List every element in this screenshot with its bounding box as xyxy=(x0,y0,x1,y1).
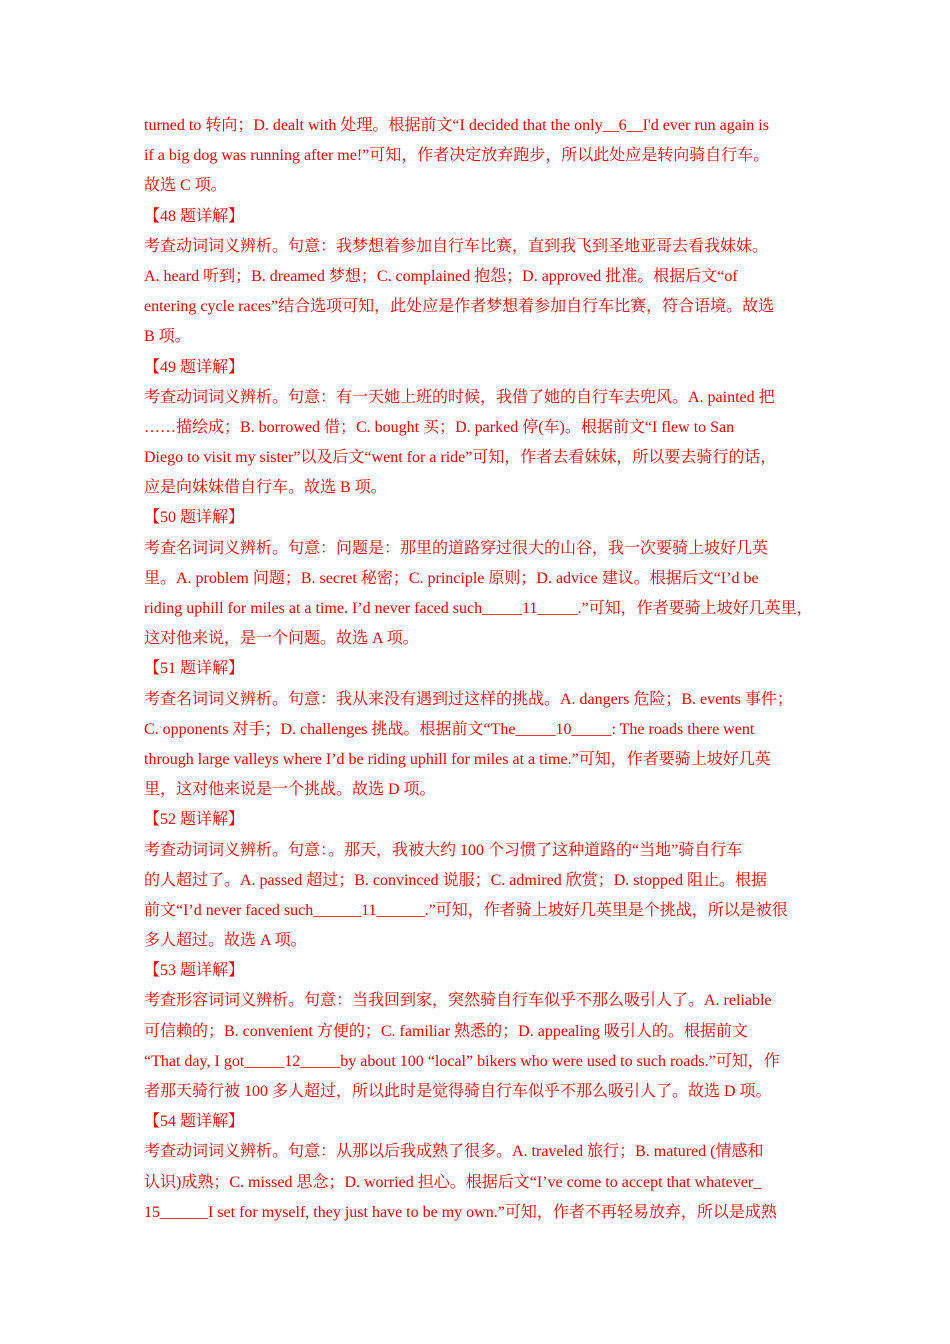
text-line: riding uphill for miles at a time. I’d never faced such_____11_____.”可知，作者要骑上坡好几英里， xyxy=(144,600,813,617)
text-line: 考查动词词义辨析。句意：从那以后我成熟了很多。A. traveled 旅行；B. matured (情感和 xyxy=(144,1143,764,1161)
text-line: 可信赖的；B. convenient 方便的；C. familiar 熟悉的；D. appealing 吸引人的。根据前文 xyxy=(144,1022,748,1040)
text-line: 考查动词词义辨析。句意：。那天，我被大约 100 个习惯了这种道路的“当地”骑自行车 xyxy=(144,841,743,859)
text-line: turned to 转向；D. dealt with 处理。根据前文“I decided that the only__6__I'd ever run again is xyxy=(144,117,769,134)
text-line: if a big dog was running after me!”可知，作者决定放弃跑步，所以此处应是转向骑自行车。 xyxy=(144,147,770,165)
question-54-heading: 【54 题详解】 xyxy=(144,1113,245,1131)
question-53-heading: 【53 题详解】 xyxy=(144,962,245,980)
question-48-heading: 【48 题详解】 xyxy=(144,207,245,225)
text-line: 认识)成熟；C. missed 思念；D. worried 担心。根据后文“I’ve come to accept that whatever_ xyxy=(144,1173,762,1191)
text-line: 故选 C 项。 xyxy=(144,177,227,195)
question-49-heading: 【49 题详解】 xyxy=(144,358,245,376)
text-line: C. opponents 对手；D. challenges 挑战。根据前文“The_____10_____: The roads there went xyxy=(144,720,755,738)
text-line: ……描绘成；B. borrowed 借；C. bought 买；D. parked 停(车)。根据前文“I flew to San xyxy=(144,418,735,436)
text-line: 多人超过。故选 A 项。 xyxy=(144,932,307,950)
text-line: through large valleys where I’d be riding uphill for miles at a time.”可知，作者要骑上坡好几英 xyxy=(144,750,771,768)
text-line: 前文“I’d never faced such______11______.”可知，作者骑上坡好几英里是个挑战，所以是被很 xyxy=(144,901,788,919)
text-line: Diego to visit my sister”以及后文“went for a ride”可知，作者去看妹妹，所以要去骑行的话， xyxy=(144,449,777,467)
text-line: 考查形容词词义辨析。句意：当我回到家，突然骑自行车似乎不那么吸引人了。A. reliable xyxy=(144,992,772,1010)
answer-explanations xyxy=(144,111,814,1228)
text-line: 考查名词词义辨析。句意：我从来没有遇到过这样的挑战。A. dangers 危险；B. events 事件； xyxy=(144,690,793,708)
text-line: 里。A. problem 问题；B. secret 秘密；C. principle 原则；D. advice 建议。根据后文“I’d be xyxy=(144,569,759,587)
text-line: entering cycle races”结合选项可知，此处应是作者梦想着参加自行车比赛，符合语境。故选 xyxy=(144,298,775,316)
question-52-heading: 【52 题详解】 xyxy=(144,811,245,829)
text-line: A. heard 听到；B. dreamed 梦想；C. complained 抱怨；D. approved 批准。根据后文“of xyxy=(144,267,738,285)
text-line: 考查动词词义辨析。句意：我梦想着参加自行车比赛，直到我飞到圣地亚哥去看我妹妹。 xyxy=(144,237,769,255)
text-line: 考查名词词义辨析。句意：问题是：那里的道路穿过很大的山谷，我一次要骑上坡好几英 xyxy=(144,539,769,557)
text-line: 里，这对他来说是一个挑战。故选 D 项。 xyxy=(144,781,436,799)
text-line: 考查动词词义辨析。句意：有一天她上班的时候，我借了她的自行车去兜风。A. painted 把 xyxy=(144,388,775,406)
text-line: 者那天骑行被 100 多人超过，所以此时是觉得骑自行车似乎不那么吸引人了。故选 D 项。 xyxy=(144,1083,772,1100)
text-line: 15______I set for myself, they just have to be my own.”可知，作者不再轻易放弃，所以是成熟 xyxy=(144,1203,777,1221)
text-line: B 项。 xyxy=(144,328,191,346)
text-line: 的人超过了。A. passed 超过；B. convinced 说服；C. admired 欣赏；D. stopped 阻止。根据 xyxy=(144,871,768,889)
question-50-heading: 【50 题详解】 xyxy=(144,509,245,527)
text-line: 这对他来说，是一个问题。故选 A 项。 xyxy=(144,630,419,648)
text-line: “That day, I got_____12_____by about 100 “local” bikers who were used to such roads.”可知，作 xyxy=(144,1052,780,1070)
text-line: 应是向妹妹借自行车。故选 B 项。 xyxy=(144,479,387,497)
question-51-heading: 【51 题详解】 xyxy=(144,660,245,678)
